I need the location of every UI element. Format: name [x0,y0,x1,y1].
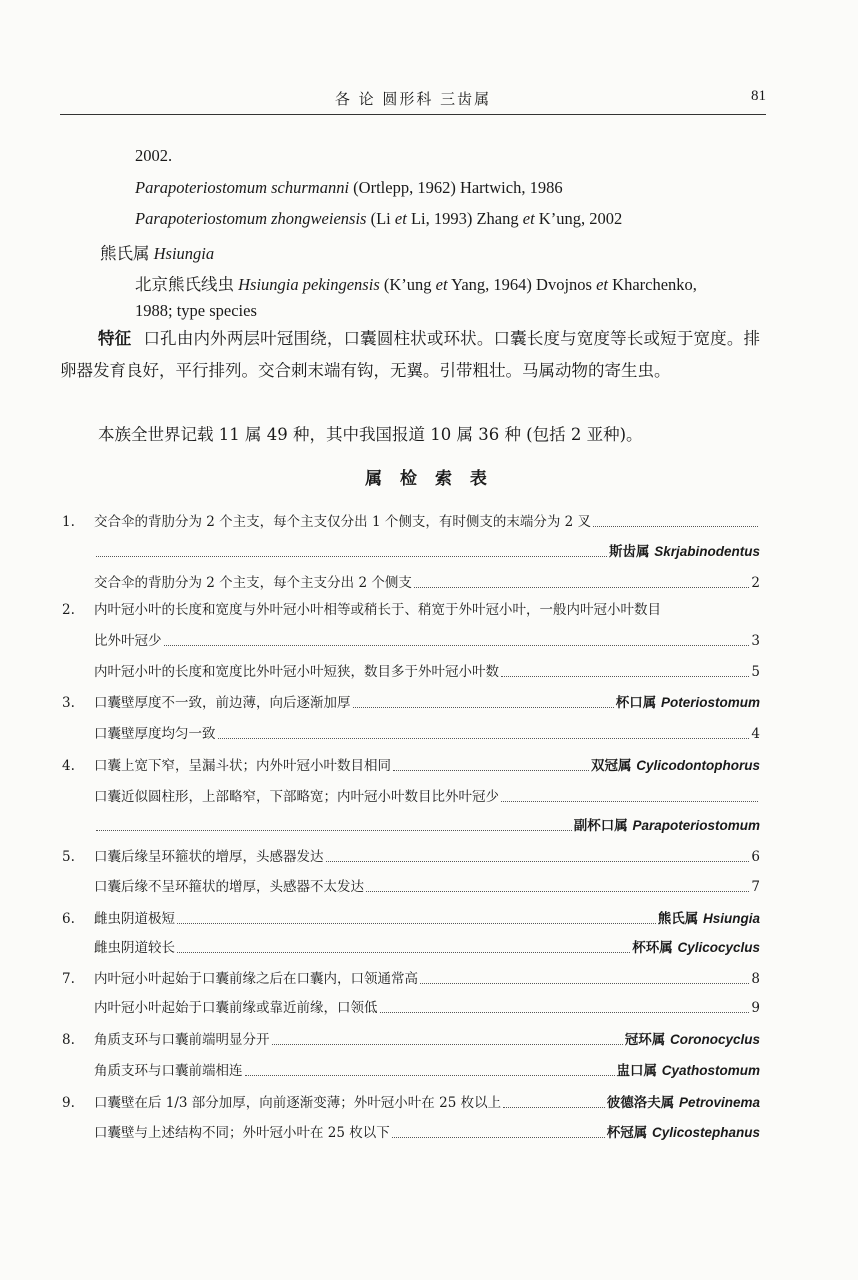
key-row [62,966,760,992]
leader-dots [96,556,607,557]
key-couplet-text: 交合伞的背肋分为 2 个主支，每个主支分出 2 个侧支 [94,575,412,591]
et: et [394,209,407,228]
key-entry [94,721,760,747]
species-name: Hsiungia pekingensis [238,275,380,294]
key-entry [94,1058,760,1084]
key-entry [94,784,760,810]
key-row [62,1058,760,1084]
leader-dots [272,1044,623,1045]
key-couplet-text: 雌虫阴道极短 [94,911,175,927]
page-number: 81 [751,88,766,104]
genus-name-cn: 杯环属 [632,940,678,956]
leader-dots [501,801,758,802]
key-couplet-text: 口囊壁在后 1/3 部分加厚，向前逐渐变薄；外叶冠小叶在 25 枚以上 [94,1095,502,1111]
key-entry [94,570,760,596]
key-entry [94,935,760,961]
key-entry [94,844,760,870]
key-entry [94,995,760,1021]
key-entry [94,966,760,992]
key-row [62,1090,760,1116]
key-result [616,690,760,716]
key-row [62,509,760,535]
leader-dots [218,738,750,739]
key-number: 6. [62,911,75,927]
et: et [522,209,535,228]
key-number: 3. [62,695,75,711]
key-result [658,906,760,932]
key-couplet-text: 口囊上宽下窄，呈漏斗状；内外叶冠小叶数目相同 [94,758,391,774]
key-row [62,753,760,779]
key-couplet-text: 口囊后缘呈环箍状的增厚，头感器发达 [94,849,324,865]
key-couplet-text: 口囊后缘不呈环箍状的增厚，头感器不太发达 [94,879,364,895]
key-couplet-text: 口囊壁与上述结构不同；外叶冠小叶在 25 枚以下 [94,1125,390,1141]
key-result: 5 [751,664,760,680]
key-entry [94,659,760,685]
leader-dots [593,526,758,527]
authority-part: K’ung, 2002 [534,209,623,228]
key-result: 7 [751,879,760,895]
key-number: 7. [62,971,75,987]
key-result [591,753,760,779]
species-line-zhongweiensis [135,209,622,229]
leader-dots [326,861,750,862]
key-couplet-text: 比外叶冠少 [94,633,162,649]
genus-name: Poteriostomum [660,695,760,710]
key-title: 属 检 索 表 [365,469,493,489]
key-number: 1. [62,514,75,530]
key-entry [94,1027,760,1053]
authority-part: (Li [366,209,395,228]
key-row [62,995,760,1021]
authority-part: Li, 1993) Zhang [406,209,523,228]
key-couplet-text: 口囊壁厚度均匀一致 [94,726,216,742]
key-couplet-text: 角质支环与口囊前端相连 [94,1063,243,1079]
leader-dots [245,1075,615,1076]
header-title: 各 论 圆形科 三齿属 [334,90,492,108]
key-result: 6 [751,849,760,865]
et: et [596,275,609,294]
genus-name: Hsiungia [153,244,215,263]
genus-name-cn: 杯口属 [615,695,661,711]
key-result [607,1120,760,1146]
key-result [617,1058,760,1084]
key-row [62,1027,760,1053]
key-row [62,844,760,870]
authority: (Ortlepp, 1962) Hartwich, 1986 [349,178,563,197]
key-entry [94,813,760,839]
type-species-line [135,271,697,295]
genus-name: Petrovinema [678,1095,760,1110]
key-number: 8. [62,1032,75,1048]
key-result [609,539,760,565]
key-number: 4. [62,758,75,774]
key-result [625,1027,760,1053]
leader-dots [392,1137,605,1138]
key-entry [94,628,760,654]
leader-dots [96,830,572,831]
genus-name-cn: 熊氏属 [100,244,154,263]
leader-dots [353,707,614,708]
authority-part: Kharchenko, [608,275,697,294]
genus-name: Hsiungia [702,911,760,926]
key-result: 3 [751,633,760,649]
key-result: 2 [751,575,760,591]
species-name: Parapoteriostomum zhongweiensis [135,209,367,228]
genus-name: Cylicocyclus [677,940,760,955]
summary-paragraph: 本族全世界记载 11 属 49 种，其中我国报道 10 属 36 种 (包括 2 亚种)。 [98,425,643,444]
key-number: 5. [62,849,75,865]
key-entry [94,509,760,535]
genus-name-cn: 彼德洛夫属 [606,1095,679,1111]
genus-name: Parapoteriostomum [632,818,760,833]
key-entry [94,906,760,932]
key-couplet-text: 内叶冠小叶的长度和宽度与外叶冠小叶相等或稍长于、稍宽于外叶冠小叶，一般内叶冠小叶数目 [94,602,661,618]
key-row [62,935,760,961]
key-couplet-text: 内叶冠小叶的长度和宽度比外叶冠小叶短狭，数目多于外叶冠小叶数 [94,664,499,680]
key-result [632,935,760,961]
genus-heading [100,240,214,264]
key-number: 2. [62,602,75,618]
key-row [62,570,760,596]
genus-name-cn: 熊氏属 [657,911,703,927]
leader-dots [366,891,749,892]
leader-dots [420,983,749,984]
leader-dots [177,923,656,924]
key-row [62,628,760,654]
genus-name-cn: 杯冠属 [606,1125,652,1141]
key-result [574,813,760,839]
key-entry [94,539,760,565]
key-row [62,597,760,623]
genus-name: Cylicostephanus [651,1125,760,1140]
key-entry [94,1090,760,1116]
features-text: 口孔由内外两层叶冠围绕，口囊圆柱状或环状。口囊长度与宽度等长或短于宽度。排卵器发育良好，平行排列。交合刺末端有钩，无翼。引带粗壮。马属动物的寄生虫。 [60,329,761,380]
species-name: Parapoteriostomum schurmanni [135,178,350,197]
features-label: 特征 [98,329,132,348]
type-species-note: 1988; type species [135,301,257,320]
key-entry [94,597,760,623]
key-row [62,539,760,565]
key-row [62,813,760,839]
key-row [62,659,760,685]
key-result: 8 [751,971,760,987]
key-couplet-text: 内叶冠小叶起始于口囊前缘或靠近前缘，口领低 [94,1000,378,1016]
key-entry [94,1120,760,1146]
key-row [62,906,760,932]
genus-name: Coronocyclus [669,1032,760,1047]
key-row [62,1120,760,1146]
key-couplet-text: 角质支环与口囊前端明显分开 [94,1032,270,1048]
leader-dots [164,645,750,646]
authority-part: Yang, 1964) Dvojnos [447,275,597,294]
genus-name-cn: 盅口属 [616,1063,662,1079]
key-entry [94,690,760,716]
genus-name-cn: 双冠属 [591,758,637,774]
key-result: 9 [751,1000,760,1016]
key-result [607,1090,760,1116]
key-number: 9. [62,1095,75,1111]
genus-name-cn: 冠环属 [624,1032,670,1048]
et: et [435,275,448,294]
key-row [62,721,760,747]
key-couplet-text: 交合伞的背肋分为 2 个主支，每个主支仅分出 1 个侧支，有时侧支的末端分为 2 叉 [94,514,592,530]
running-header [60,86,766,115]
species-name-cn: 北京熊氏线虫 [135,275,239,294]
key-entry [94,874,760,900]
leader-dots [414,587,750,588]
key-row [62,690,760,716]
genus-name-cn: 副杯口属 [573,818,633,834]
leader-dots [503,1107,605,1108]
genus-name: Cyathostomum [661,1063,760,1078]
species-line-schurmanni [135,178,563,198]
key-row [62,874,760,900]
genus-name: Skrjabinodentus [654,544,760,559]
key-couplet-text: 口囊壁厚度不一致，前边薄，向后逐渐加厚 [94,695,351,711]
leader-dots [380,1012,750,1013]
key-couplet-text: 口囊近似圆柱形，上部略窄，下部略宽；内叶冠小叶数目比外叶冠少 [94,789,499,805]
key-couplet-text: 雌虫阴道较长 [94,940,175,956]
genus-name: Cylicodontophorus [636,758,760,773]
genus-name-cn: 斯齿属 [609,544,655,560]
key-entry [94,753,760,779]
features-paragraph [60,323,760,387]
leader-dots [393,770,589,771]
key-row [62,784,760,810]
leader-dots [177,952,630,953]
leader-dots [501,676,749,677]
authority-part: (K’ung [379,275,436,294]
key-result: 4 [751,726,760,742]
key-couplet-text: 内叶冠小叶起始于口囊前缘之后在口囊内，口领通常高 [94,971,418,987]
ref-year: 2002. [135,146,173,165]
